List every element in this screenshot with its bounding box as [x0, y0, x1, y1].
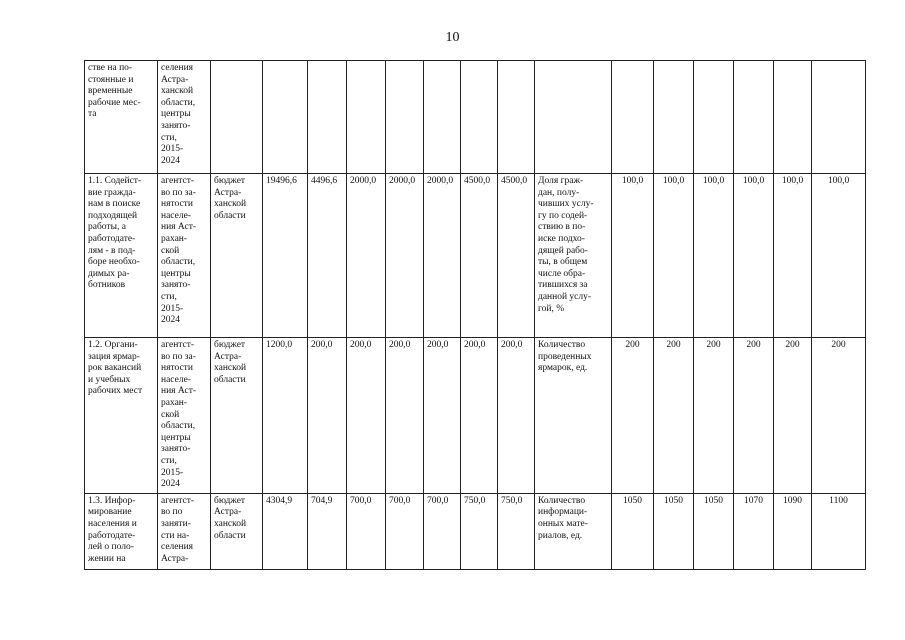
funding-source-cell: бюджет Астра- ханской области [211, 493, 263, 569]
executor-cell: селения Астра- ханской области, центры занято- сти, 2015- 2024 [158, 61, 211, 174]
target-value-cell: 100,0 [654, 174, 694, 338]
target-value-cell: 200 [694, 338, 734, 494]
funding-value-cell: 200,0 [498, 338, 535, 494]
table-row [85, 338, 866, 494]
funding-value-cell [308, 61, 347, 174]
funding-value-cell: 750,0 [461, 493, 498, 569]
event-cell: стве на по- стоянные и временные рабочие мес- та [85, 61, 158, 174]
funding-value-cell: 2000,0 [424, 174, 461, 338]
table-row [85, 493, 866, 569]
target-value-cell [812, 61, 866, 174]
funding-value-cell [263, 61, 308, 174]
funding-value-cell: 2000,0 [386, 174, 424, 338]
funding-value-cell [424, 61, 461, 174]
program-table [84, 60, 866, 570]
table-row [85, 61, 866, 174]
event-cell: 1.3. Инфор- мирование населения и работодате- лей о поло- жении на [85, 493, 158, 569]
funding-value-cell: 700,0 [386, 493, 424, 569]
table-row [85, 174, 866, 338]
target-value-cell: 100,0 [812, 174, 866, 338]
indicator-cell: Количество информаци- онных мате- риалов, ед. [535, 493, 612, 569]
funding-value-cell: 4304,9 [263, 493, 308, 569]
table-body [85, 61, 866, 570]
funding-value-cell: 4500,0 [498, 174, 535, 338]
funding-value-cell: 750,0 [498, 493, 535, 569]
target-value-cell: 1050 [612, 493, 654, 569]
indicator-cell: Количество проведенных ярмарок, ед. [535, 338, 612, 494]
target-value-cell [694, 61, 734, 174]
target-value-cell: 200 [654, 338, 694, 494]
target-value-cell: 1050 [694, 493, 734, 569]
funding-value-cell: 200,0 [308, 338, 347, 494]
target-value-cell [774, 61, 812, 174]
funding-value-cell: 19496,6 [263, 174, 308, 338]
funding-value-cell: 1200,0 [263, 338, 308, 494]
executor-cell: агентст- во по за- нятости населе- ния Аст- рахан- ской области, центры занято- сти, 2015- 2024 [158, 174, 211, 338]
executor-cell: агентст- во по за- нятости населе- ния Аст- рахан- ской области, центры занято- сти, 2015- 2024 [158, 338, 211, 494]
target-value-cell: 1070 [734, 493, 774, 569]
funding-value-cell [498, 61, 535, 174]
target-value-cell: 200 [612, 338, 654, 494]
funding-source-cell: бюджет Астра- ханской области [211, 338, 263, 494]
target-value-cell: 1090 [774, 493, 812, 569]
indicator-cell [535, 61, 612, 174]
funding-value-cell: 4500,0 [461, 174, 498, 338]
event-cell: 1.1. Содейст- вие гражда- нам в поиске подходящей работы, а работодате- лям - в под- боре необхо- димых ра- ботников [85, 174, 158, 338]
funding-value-cell: 700,0 [424, 493, 461, 569]
funding-value-cell: 200,0 [424, 338, 461, 494]
page-number: 10 [445, 30, 460, 45]
executor-cell: агентст- во по заняти- сти на- селения Астра- [158, 493, 211, 569]
funding-value-cell: 2000,0 [347, 174, 386, 338]
target-value-cell: 100,0 [734, 174, 774, 338]
target-value-cell: 100,0 [612, 174, 654, 338]
target-value-cell: 100,0 [774, 174, 812, 338]
funding-value-cell: 200,0 [386, 338, 424, 494]
funding-value-cell: 700,0 [347, 493, 386, 569]
funding-value-cell: 704,9 [308, 493, 347, 569]
funding-source-cell [211, 61, 263, 174]
target-value-cell: 100,0 [694, 174, 734, 338]
funding-value-cell: 200,0 [461, 338, 498, 494]
target-value-cell: 1050 [654, 493, 694, 569]
target-value-cell: 1100 [812, 493, 866, 569]
funding-value-cell [347, 61, 386, 174]
indicator-cell: Доля граж- дан, полу- чивших услу- гу по содей- ствию в по- иске подхо- дящей рабо- ты, в общем числе обра- тившихся за данной услу- гой, % [535, 174, 612, 338]
target-value-cell [734, 61, 774, 174]
funding-value-cell [461, 61, 498, 174]
event-cell: 1.2. Органи- зация ярмар- рок вакансий и учебных рабочих мест [85, 338, 158, 494]
funding-value-cell [386, 61, 424, 174]
target-value-cell [612, 61, 654, 174]
target-value-cell: 200 [774, 338, 812, 494]
target-value-cell: 200 [734, 338, 774, 494]
funding-value-cell: 4496,6 [308, 174, 347, 338]
funding-source-cell: бюджет Астра- ханской области [211, 174, 263, 338]
target-value-cell: 200 [812, 338, 866, 494]
target-value-cell [654, 61, 694, 174]
funding-value-cell: 200,0 [347, 338, 386, 494]
